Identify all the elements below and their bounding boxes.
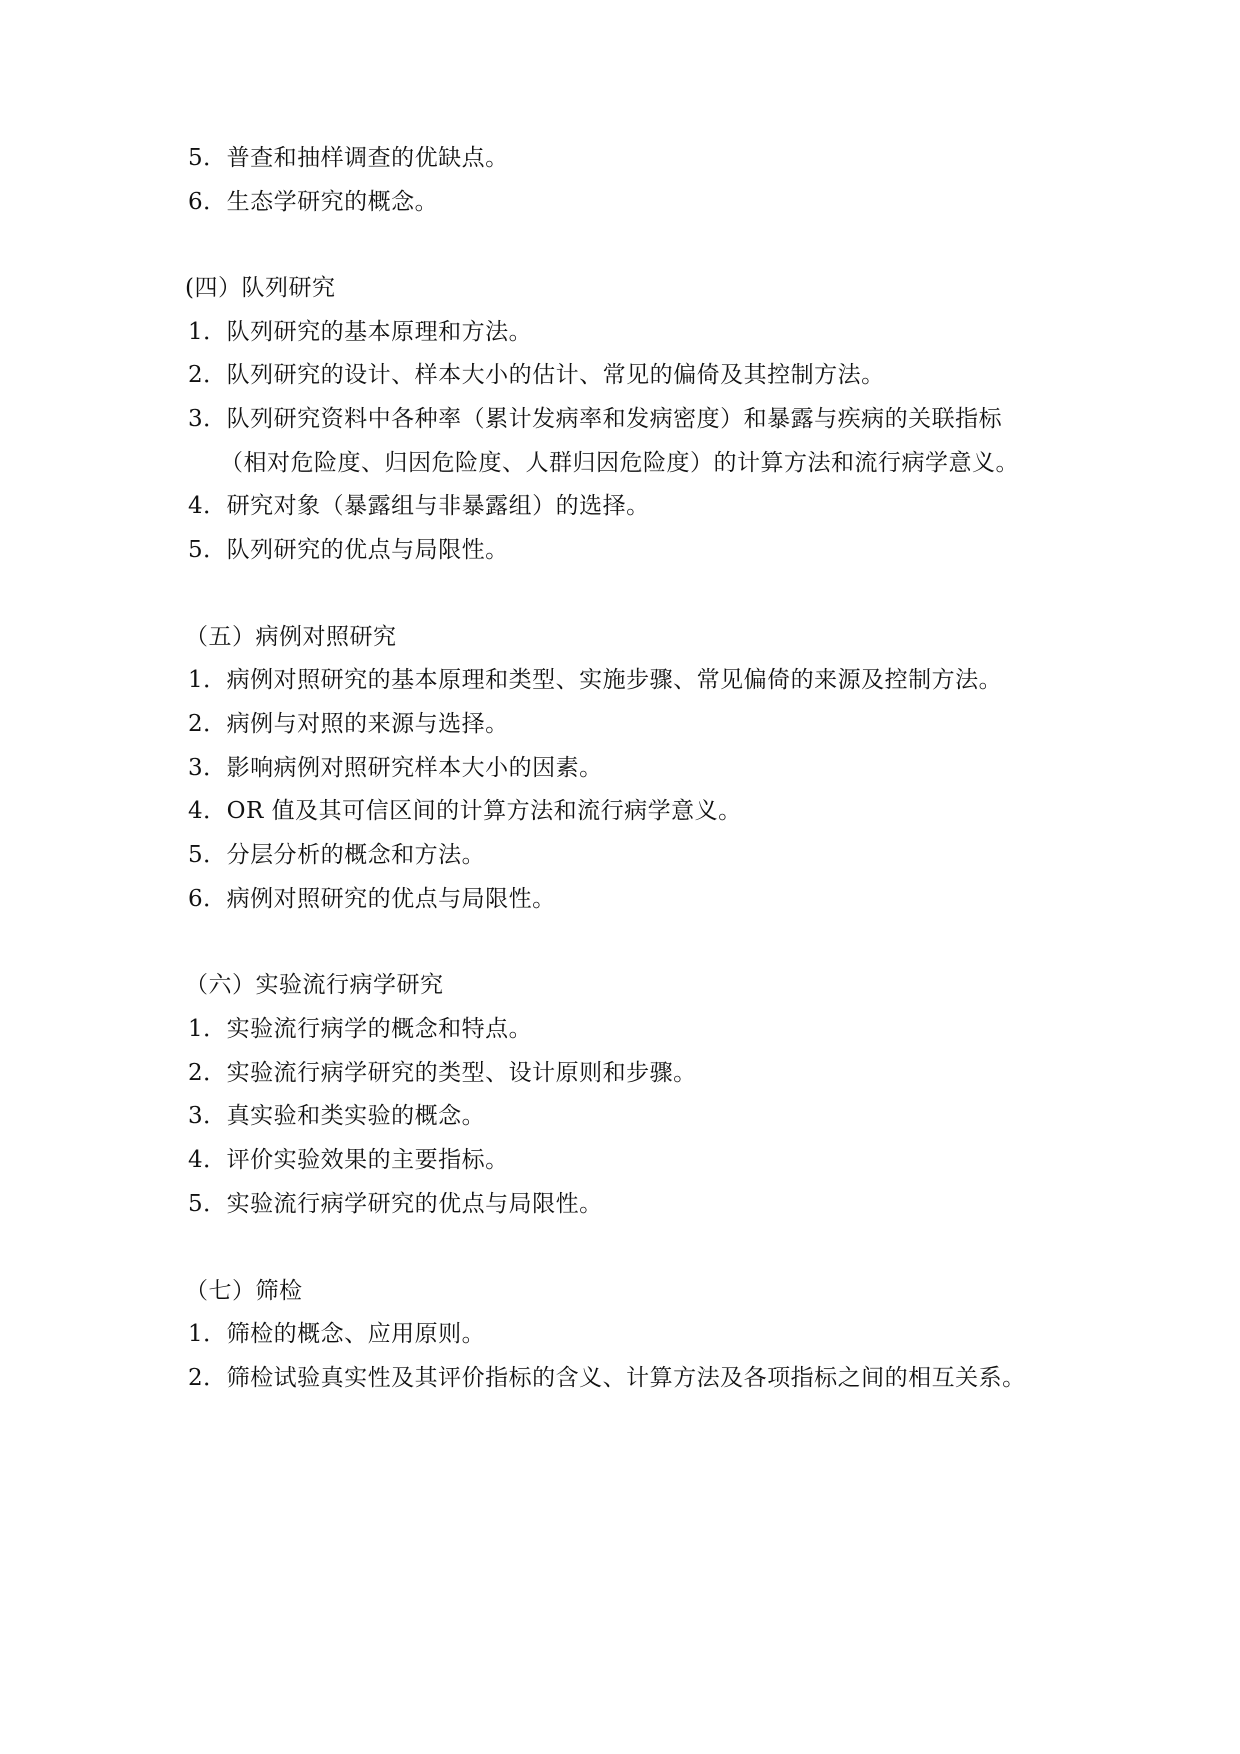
- list-item: 1．队列研究的基本原理和方法。: [188, 319, 533, 345]
- list-item: 5．普查和抽样调查的优缺点。: [188, 145, 509, 171]
- list-item: 1．实验流行病学的概念和特点。: [188, 1016, 533, 1042]
- list-item: 4．评价实验效果的主要指标。: [188, 1147, 509, 1173]
- list-item: 1．病例对照研究的基本原理和类型、实施步骤、常见偏倚的来源及控制方法。: [188, 667, 1003, 693]
- list-item: 2．队列研究的设计、样本大小的估计、常见的偏倚及其控制方法。: [188, 362, 885, 388]
- list-item: 2．病例与对照的来源与选择。: [188, 711, 509, 737]
- list-item: 2．实验流行病学研究的类型、设计原则和步骤。: [188, 1060, 697, 1086]
- list-item-continuation: （相对危险度、归因危险度、人群归因危险度）的计算方法和流行病学意义。: [220, 450, 1019, 476]
- list-item: 5．队列研究的优点与局限性。: [188, 537, 509, 563]
- list-item: 2．筛检试验真实性及其评价指标的含义、计算方法及各项指标之间的相互关系。: [188, 1365, 1026, 1391]
- list-item: 3．真实验和类实验的概念。: [188, 1103, 486, 1129]
- list-item: 3．影响病例对照研究样本大小的因素。: [188, 755, 603, 781]
- section-heading: （五）病例对照研究: [185, 624, 397, 650]
- list-item: 4．研究对象（暴露组与非暴露组）的选择。: [188, 493, 650, 519]
- list-item: 5．分层分析的概念和方法。: [188, 842, 486, 868]
- list-item: 5．实验流行病学研究的优点与局限性。: [188, 1191, 603, 1217]
- list-item: 1．筛检的概念、应用原则。: [188, 1321, 486, 1347]
- list-item: 6．病例对照研究的优点与局限性。: [188, 886, 556, 912]
- section-heading: （六）实验流行病学研究: [185, 972, 444, 998]
- section-heading: (四）队列研究: [185, 275, 336, 301]
- list-item: 4．OR 值及其可信区间的计算方法和流行病学意义。: [188, 798, 742, 824]
- section-heading: （七）筛检: [185, 1278, 303, 1304]
- list-item: 3．队列研究资料中各种率（累计发病率和发病密度）和暴露与疾病的关联指标: [188, 406, 1003, 432]
- list-item: 6．生态学研究的概念。: [188, 189, 439, 215]
